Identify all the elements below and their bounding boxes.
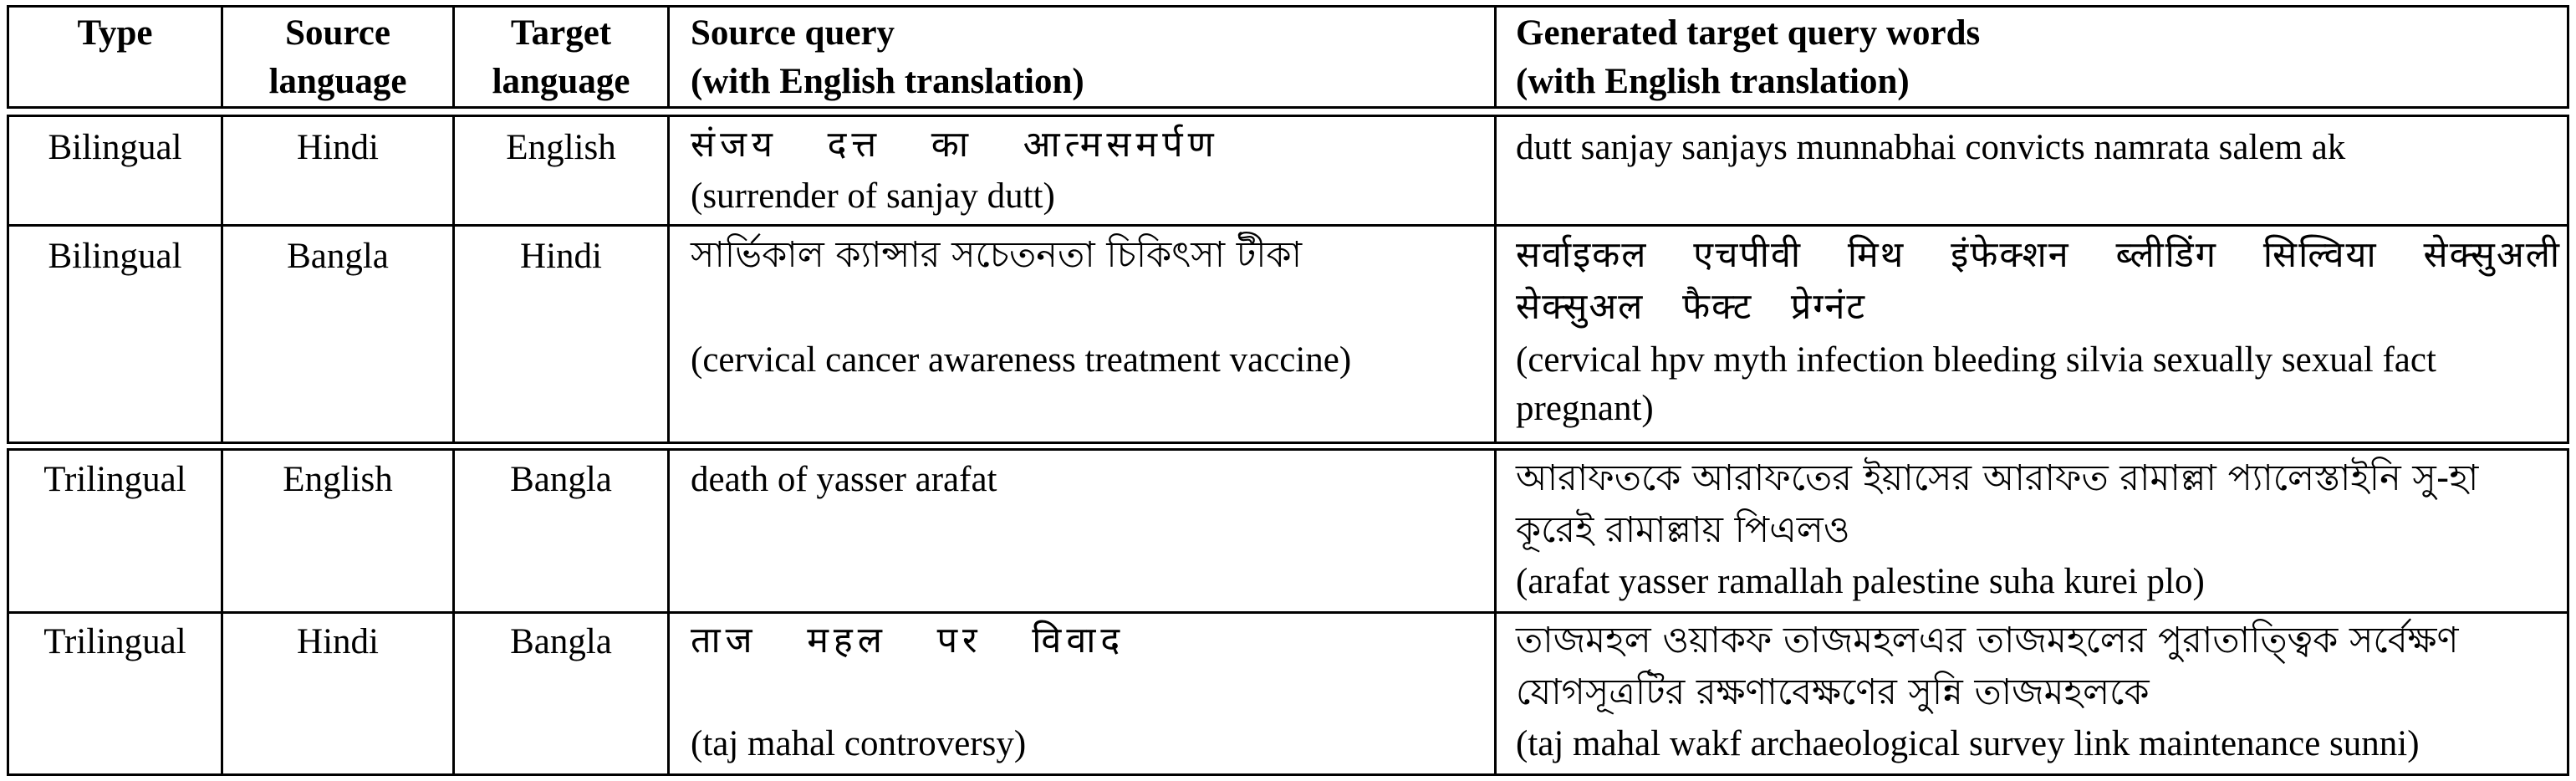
row-1-target-language: Hindi: [520, 237, 602, 276]
row-1-type: Bilingual: [48, 237, 182, 276]
trilingual-block: [7, 448, 2569, 776]
row-2-generated-translation: (arafat yasser ramallah palestine suha kurei plo): [1516, 562, 2205, 601]
row-0-source-translation: (surrender of sanjay dutt): [691, 176, 1055, 216]
bilingual-block: [7, 115, 2569, 444]
row-3-source-translation: (taj mahal controversy): [691, 724, 1027, 763]
row-3-generated-words: তাজমহল ওয়াকফ তাজমহলএর তাজমহলের পুরাতাত্ত্বিক সর্বেক্ষণ যোগসূত্রটির রক্ষণাবেক্ষণের সুন্নি তাজমহলকে: [1516, 620, 2459, 713]
row-3-generated-translation: (taj mahal wakf archaeological survey link maintenance sunni): [1516, 724, 2420, 763]
row-0-source-query: संजय दत्त का आत्मसमर्पण: [691, 124, 1219, 166]
row-1-source-translation: (cervical cancer awareness treatment vaccine): [691, 340, 1352, 380]
header-type: Type: [77, 13, 153, 53]
header-generated-1: Generated target query words: [1516, 13, 1981, 53]
header-target-language-2: language: [492, 62, 630, 101]
header-source-query-1: Source query: [691, 13, 895, 53]
header-source-language-2: language: [268, 62, 407, 101]
table-header: [7, 5, 2569, 109]
row-2-source-query: death of yasser arafat: [691, 460, 997, 499]
row-3-source-language: Hindi: [297, 622, 379, 661]
row-3-source-query: ताज महल पर विवाद: [691, 620, 1125, 661]
row-2-source-language: English: [283, 460, 393, 499]
row-0-type: Bilingual: [48, 128, 182, 167]
row-1-source-language: Bangla: [287, 237, 389, 276]
header-source-language-1: Source: [285, 13, 390, 53]
header-generated-2: (with English translation): [1516, 62, 1910, 101]
row-2-target-language: Bangla: [510, 460, 612, 499]
row-2-generated-words: আরাফতকে আরাফতের ইয়াসের আরাফত রামাল্লা প্যালেস্তাইনি সু-হা কূরেই রামাল্লায় পিএলও: [1516, 457, 2479, 551]
row-1-source-query: সার্ভিকাল ক্যান্সার সচেতনতা চিকিৎসা টীকা: [691, 234, 1303, 276]
row-2-type: Trilingual: [43, 460, 186, 499]
row-3-type: Trilingual: [43, 622, 186, 661]
header-target-language-1: Target: [510, 13, 612, 53]
header-source-query-2: (with English translation): [691, 62, 1084, 101]
row-0-target-language: English: [506, 128, 616, 167]
row-1-generated-translation: (cervical hpv myth infection bleeding silvia sexually sexual fact pregnant): [1516, 340, 2436, 428]
row-0-source-language: Hindi: [297, 128, 379, 167]
row-1-generated-words: सर्वाइकल एचपीवी मिथ इंफेक्शन ब्लीडिंग सिल्विया सेक्सुअली सेक्सुअल फैक्ट प्रेग्नंट: [1516, 234, 2561, 328]
row-3-target-language: Bangla: [510, 622, 612, 661]
row-0-generated-words: dutt sanjay sanjays munnabhai convicts namrata salem ak: [1516, 128, 2346, 167]
